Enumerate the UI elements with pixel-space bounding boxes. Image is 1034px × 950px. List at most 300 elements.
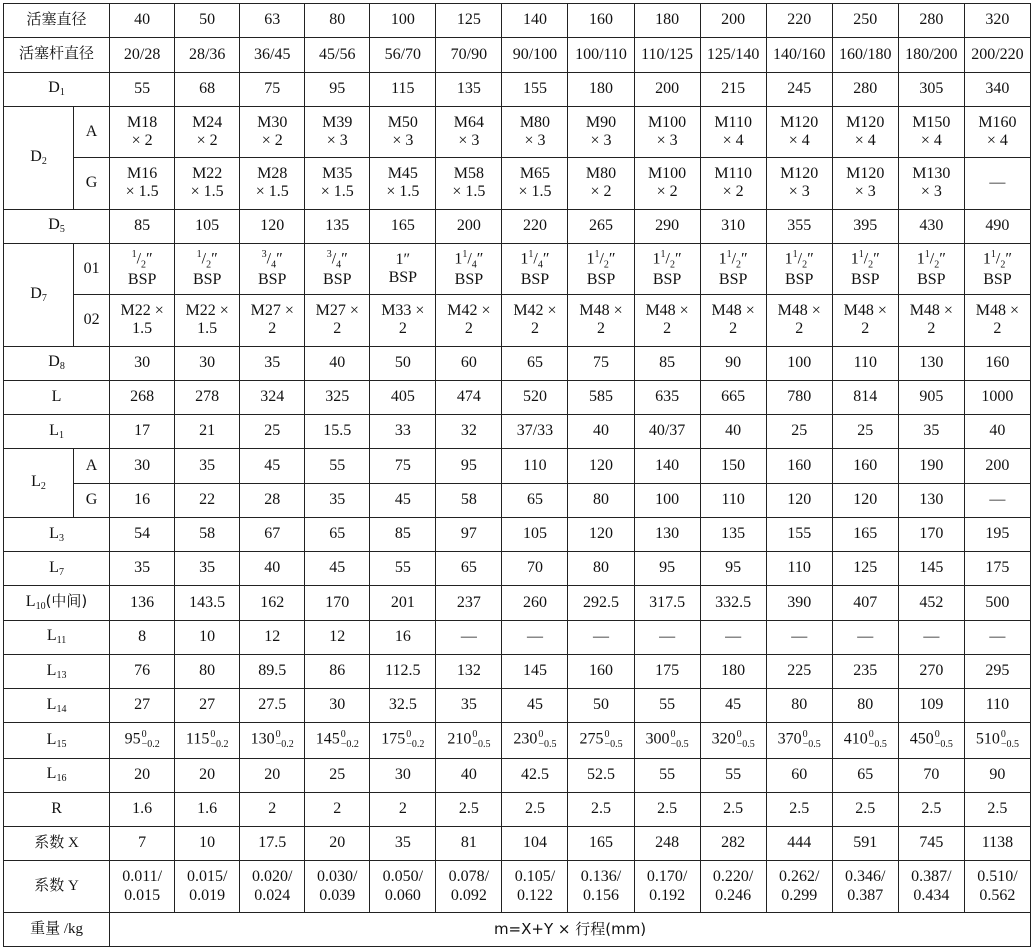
cell-line-2: × 1.5	[452, 183, 486, 201]
table-cell	[110, 861, 175, 912]
table-cell: 40	[305, 346, 370, 380]
thread-numerator: 3	[261, 248, 267, 260]
table-cell: 130	[898, 346, 964, 380]
tolerance-lower: −0.5	[670, 739, 689, 751]
fraction-slash: /	[467, 250, 472, 268]
label-text: D	[48, 353, 60, 371]
cell-line-1: M120	[846, 164, 885, 182]
table-cell: 2.5	[634, 792, 700, 826]
fraction-slash: /	[599, 250, 604, 268]
cell-line-1: 0.030/	[317, 868, 358, 886]
cell-line-2: 0.299	[781, 886, 818, 904]
inch-mark: ″	[146, 250, 153, 268]
table-cell: 16	[110, 483, 175, 517]
label-subscript: 8	[59, 361, 65, 373]
cell-line-2: × 4	[788, 131, 810, 149]
table-row	[4, 517, 1031, 551]
tolerance-lower: −0.5	[472, 739, 491, 751]
table-cell: 40	[964, 415, 1030, 449]
table-cell: 30	[110, 449, 175, 483]
cell-line-1: M18	[127, 113, 158, 131]
label-subscript: 3	[58, 532, 64, 544]
thread-size	[175, 249, 239, 271]
table-cell: 30	[305, 689, 370, 723]
table-cell	[766, 158, 832, 209]
row-label-d5	[4, 209, 110, 243]
table-cell: 80	[568, 552, 634, 586]
table-cell: 200	[634, 72, 700, 106]
table-cell: 25	[305, 758, 370, 792]
thread-numerator: 1	[858, 248, 864, 260]
cell-line-2: 2	[861, 320, 870, 338]
table-cell	[175, 106, 240, 157]
cell-line-2: 0.192	[649, 886, 686, 904]
fraction-slash: /	[136, 250, 142, 268]
label-subscript: 1	[59, 87, 65, 99]
cell-line-2: 0.156	[583, 886, 620, 904]
thread-whole: 1	[916, 250, 925, 268]
table-cell: 95	[436, 449, 502, 483]
row-label-d2	[4, 106, 74, 209]
table-cell: 340	[964, 72, 1030, 106]
table-cell: 325	[305, 380, 370, 414]
table-row	[4, 449, 1031, 483]
table-cell: 162	[240, 586, 305, 620]
label-text: D	[48, 216, 60, 234]
thread-unit: BSP	[192, 270, 222, 288]
table-cell	[502, 243, 568, 294]
nominal-value: 175	[381, 731, 406, 749]
tolerance	[341, 730, 359, 750]
table-cell: 105	[502, 517, 568, 551]
table-cell	[700, 243, 766, 294]
table-cell: 20	[305, 827, 370, 861]
table-row	[4, 243, 1031, 294]
table-cell: 17.5	[240, 827, 305, 861]
cell-line-2: × 3	[524, 131, 546, 149]
fraction-slash: /	[331, 250, 337, 268]
cell-line-2: × 3	[854, 183, 876, 201]
table-cell: 37/33	[502, 415, 568, 449]
table-cell: 237	[436, 586, 502, 620]
table-cell: 143.5	[175, 586, 240, 620]
table-cell: 85	[370, 517, 436, 551]
nominal-value: 300	[645, 731, 670, 749]
label-text: 系数 Y	[34, 877, 79, 894]
thread-denominator: 2	[736, 259, 742, 271]
table-cell: 395	[832, 209, 898, 243]
table-cell	[502, 295, 568, 346]
cell-line-1: M100	[647, 113, 687, 131]
table-row	[4, 483, 1031, 517]
nominal-value: 275	[579, 731, 604, 749]
table-cell: —	[634, 620, 700, 654]
fraction-slash: /	[797, 250, 803, 268]
label-text: L	[49, 421, 59, 439]
thread-size	[965, 249, 1030, 271]
table-cell: 115	[370, 72, 436, 106]
fraction-slash: /	[863, 250, 869, 268]
tolerance	[671, 730, 689, 750]
thread-numerator: 1	[131, 248, 137, 260]
cell-line-2: × 1.5	[255, 183, 289, 201]
table-cell: 220	[766, 4, 832, 38]
table-row	[4, 380, 1031, 414]
table-cell	[436, 158, 502, 209]
nominal-value: 450	[909, 731, 934, 749]
cell-line-1: 0.220/	[712, 868, 754, 886]
table-cell: 490	[964, 209, 1030, 243]
thread-whole: 1	[982, 250, 991, 268]
table-cell: 474	[436, 380, 502, 414]
table-cell: —	[700, 620, 766, 654]
table-cell: 140/160	[766, 38, 832, 72]
table-cell: 290	[634, 209, 700, 243]
table-cell: 109	[898, 689, 964, 723]
table-row	[4, 106, 1031, 157]
table-cell	[898, 106, 964, 157]
table-cell	[305, 723, 370, 758]
table-cell: 295	[964, 654, 1030, 688]
cell-line-1: 0.020/	[252, 868, 293, 886]
table-cell	[305, 295, 370, 346]
table-cell: 65	[436, 552, 502, 586]
table-cell: 35	[305, 483, 370, 517]
label-text: 系数 X	[34, 835, 79, 852]
table-cell: 132	[436, 654, 502, 688]
table-cell: 45/56	[305, 38, 370, 72]
tolerance	[604, 730, 622, 750]
row-label-l14	[4, 689, 110, 723]
tolerance-upper: 0	[670, 729, 676, 741]
cell-line-1: M35	[322, 164, 353, 182]
nominal-value: 410	[843, 731, 868, 749]
thread-denominator: 2	[206, 259, 212, 271]
tolerance-upper: 0	[934, 729, 940, 741]
table-cell: 444	[766, 827, 832, 861]
table-cell	[766, 106, 832, 157]
spec-table	[3, 3, 1031, 947]
table-cell: 270	[898, 654, 964, 688]
cell-line-2: × 3	[788, 183, 810, 201]
cell-line-2: × 4	[722, 131, 744, 149]
cell-line-1: 0.136/	[580, 868, 622, 886]
table-cell	[305, 861, 370, 912]
table-cell	[175, 723, 240, 758]
table-row	[4, 209, 1031, 243]
label-text: L	[31, 473, 41, 491]
table-row	[4, 654, 1031, 688]
cell-line-2: × 1.5	[386, 183, 420, 201]
table-cell	[964, 723, 1030, 758]
table-cell: 245	[766, 72, 832, 106]
table-cell	[832, 106, 898, 157]
cell-line-2: × 3	[656, 131, 678, 149]
table-cell: 45	[700, 689, 766, 723]
table-cell: 110	[700, 483, 766, 517]
label-subscript: 2	[41, 155, 47, 167]
cell-line-2: × 2	[722, 183, 744, 201]
table-cell	[964, 158, 1030, 209]
table-row	[4, 792, 1031, 826]
table-cell: 160	[964, 346, 1030, 380]
tolerance-lower: −0.5	[934, 739, 953, 751]
table-cell: 780	[766, 380, 832, 414]
table-cell: 40/37	[634, 415, 700, 449]
table-cell: —	[964, 483, 1030, 517]
table-cell	[110, 158, 175, 209]
table-cell	[832, 861, 898, 912]
table-cell: 130	[898, 483, 964, 517]
table-cell: 10	[175, 620, 240, 654]
label-subscript: 10	[35, 601, 46, 613]
table-cell	[436, 723, 502, 758]
table-cell	[370, 106, 436, 157]
table-cell	[634, 723, 700, 758]
table-cell	[240, 861, 305, 912]
table-cell	[370, 723, 436, 758]
table-cell: 52.5	[568, 758, 634, 792]
table-cell: 225	[766, 654, 832, 688]
thread-numerator: 1	[462, 248, 468, 260]
thread-unit: BSP	[718, 270, 748, 288]
table-cell: —	[898, 620, 964, 654]
table-cell: 317.5	[634, 586, 700, 620]
table-row	[4, 586, 1031, 620]
table-cell: 100/110	[568, 38, 634, 72]
table-cell	[634, 295, 700, 346]
nominal-value: 145	[315, 731, 340, 749]
cell-line-2: × 1.5	[125, 183, 159, 201]
label-subscript: 7	[58, 566, 64, 578]
label-text: L	[51, 388, 62, 406]
tolerance-upper: 0	[406, 729, 412, 741]
table-cell: 22	[175, 483, 240, 517]
nominal-value: 95	[124, 731, 141, 749]
table-cell: 90	[964, 758, 1030, 792]
label-subscript: 16	[56, 773, 67, 785]
table-cell: 20	[240, 758, 305, 792]
table-cell: 125	[436, 4, 502, 38]
thread-size	[240, 249, 304, 271]
table-cell: 17	[110, 415, 175, 449]
table-cell: 165	[832, 517, 898, 551]
table-cell: 265	[568, 209, 634, 243]
tolerance-upper: 0	[802, 729, 808, 741]
table-cell	[305, 243, 370, 294]
table-cell: 35	[240, 346, 305, 380]
table-cell: 30	[110, 346, 175, 380]
table-cell	[240, 158, 305, 209]
table-cell	[700, 723, 766, 758]
table-cell: 110/125	[634, 38, 700, 72]
cell-line-1: M48 ×	[777, 301, 821, 319]
cell-line-2: × 2	[590, 183, 612, 201]
nominal-value: 130	[250, 731, 275, 749]
table-cell: 280	[832, 72, 898, 106]
thread-whole: 1	[718, 250, 727, 268]
label-text: L	[49, 558, 59, 576]
tolerance-lower: −0.5	[868, 739, 887, 751]
table-cell: 21	[175, 415, 240, 449]
tolerance	[803, 730, 821, 750]
table-row	[4, 415, 1031, 449]
table-cell	[502, 861, 568, 912]
nominal-value: 510	[975, 731, 1000, 749]
table-cell	[502, 158, 568, 209]
table-cell: 170	[305, 586, 370, 620]
table-cell: 135	[700, 517, 766, 551]
thread-denominator: 4	[471, 259, 477, 271]
cell-line-1: M80	[519, 113, 551, 131]
row-label-coef_y	[4, 861, 110, 912]
label-text: 活塞杆直径	[19, 46, 95, 63]
table-cell: 80	[766, 689, 832, 723]
tolerance-upper: 0	[1000, 729, 1006, 741]
row-label-l11	[4, 620, 110, 654]
fraction-slash: /	[201, 250, 207, 268]
table-cell: 278	[175, 380, 240, 414]
inch-mark: ″	[939, 250, 946, 268]
table-cell: 45	[502, 689, 568, 723]
table-cell: 2.5	[502, 792, 568, 826]
table-cell	[832, 723, 898, 758]
thread-unit: BSP	[784, 270, 814, 288]
label-subscript: 14	[56, 703, 67, 715]
thread-whole: 1	[520, 250, 529, 268]
table-cell: 40	[568, 415, 634, 449]
thread-size	[701, 249, 766, 271]
nominal-value: 320	[711, 731, 736, 749]
nominal-value: 115	[185, 731, 210, 749]
table-cell: 40	[700, 415, 766, 449]
row-label-l13	[4, 654, 110, 688]
label-subscript: 1	[58, 429, 64, 441]
table-cell: 145	[898, 552, 964, 586]
table-cell: 520	[502, 380, 568, 414]
table-cell: 25	[832, 415, 898, 449]
tolerance-upper: 0	[604, 729, 610, 741]
cell-line-1: M120	[780, 113, 819, 131]
cell-line-1: M42 ×	[513, 301, 557, 319]
table-row	[4, 723, 1031, 758]
thread-numerator: 1	[726, 248, 732, 260]
thread-unit: BSP	[323, 270, 352, 288]
table-cell: 95	[634, 552, 700, 586]
thread-denominator: 4	[336, 259, 342, 271]
table-cell	[898, 243, 964, 294]
table-cell: 2.5	[832, 792, 898, 826]
tolerance-lower: −0.5	[736, 739, 755, 751]
table-cell	[436, 295, 502, 346]
table-cell	[305, 106, 370, 157]
cell-line-2: 0.039	[319, 886, 356, 904]
table-cell: 110	[832, 346, 898, 380]
inch-mark: ″	[807, 250, 814, 268]
weight-formula: m=X+Y × 行程(mm)	[110, 912, 1031, 946]
inch-mark: ″	[674, 250, 682, 268]
cell-line-1: M16	[127, 164, 158, 182]
thread-size	[436, 249, 501, 271]
table-cell: 35	[175, 449, 240, 483]
cell-line-2: 0.019	[189, 886, 226, 904]
table-cell: 55	[700, 758, 766, 792]
table-cell: 80	[568, 483, 634, 517]
cell-line-2: × 4	[854, 131, 876, 149]
table-cell: 75	[370, 449, 436, 483]
table-cell: 120	[568, 517, 634, 551]
cell-line-2: × 3	[392, 131, 414, 149]
table-cell: 170	[898, 517, 964, 551]
table-cell: 120	[832, 483, 898, 517]
table-cell: 136	[110, 586, 175, 620]
cell-line-2: × 3	[590, 131, 612, 149]
cell-line-2: × 2	[261, 131, 283, 149]
table-cell: 905	[898, 380, 964, 414]
table-cell: 50	[370, 346, 436, 380]
thread-denominator: 2	[669, 259, 675, 271]
thread-unit: BSP	[454, 270, 484, 288]
row-sublabel: A	[74, 449, 110, 483]
table-cell: 430	[898, 209, 964, 243]
cell-line-1: 0.050/	[382, 868, 424, 886]
row-label-coef_x	[4, 827, 110, 861]
table-cell: 45	[370, 483, 436, 517]
table-cell: 25	[240, 415, 305, 449]
fraction-slash: /	[995, 250, 1001, 268]
cell-line-1: M27 ×	[315, 301, 359, 319]
table-cell: 125	[832, 552, 898, 586]
table-cell: 70/90	[436, 38, 502, 72]
table-cell: 135	[305, 209, 370, 243]
table-cell: 160/180	[832, 38, 898, 72]
table-cell	[175, 158, 240, 209]
inch-mark: ″	[476, 250, 484, 268]
cell-line-2: 0.562	[979, 886, 1016, 904]
thread-size	[899, 249, 964, 271]
thread-size	[110, 249, 174, 271]
table-cell: 80	[305, 4, 370, 38]
thread-unit: BSP	[520, 270, 550, 288]
cell-line-2: 2	[993, 320, 1002, 338]
table-cell: 405	[370, 380, 436, 414]
table-cell: 292.5	[568, 586, 634, 620]
table-cell: 58	[436, 483, 502, 517]
tolerance	[472, 730, 490, 750]
thread-numerator: 1	[528, 248, 534, 260]
table-cell	[370, 243, 436, 294]
label-text: L	[46, 695, 57, 713]
cell-line-1: M110	[714, 164, 752, 182]
cell-line-2: 1.5	[132, 320, 153, 338]
cell-line-1: M45	[387, 164, 418, 182]
inch-mark: ″	[741, 250, 748, 268]
row-label-l1	[4, 415, 110, 449]
table-row	[4, 346, 1031, 380]
table-cell: 2	[370, 792, 436, 826]
cell-line-2: 0.246	[715, 886, 752, 904]
thread-whole: 1	[850, 250, 859, 268]
table-cell: 15.5	[305, 415, 370, 449]
table-cell: 105	[175, 209, 240, 243]
table-cell	[502, 106, 568, 157]
row-label-d7	[4, 243, 74, 346]
table-cell: 320	[964, 4, 1030, 38]
table-cell	[568, 723, 634, 758]
table-cell: 215	[700, 72, 766, 106]
table-cell: 12	[240, 620, 305, 654]
thread-whole: 1″	[395, 250, 411, 268]
